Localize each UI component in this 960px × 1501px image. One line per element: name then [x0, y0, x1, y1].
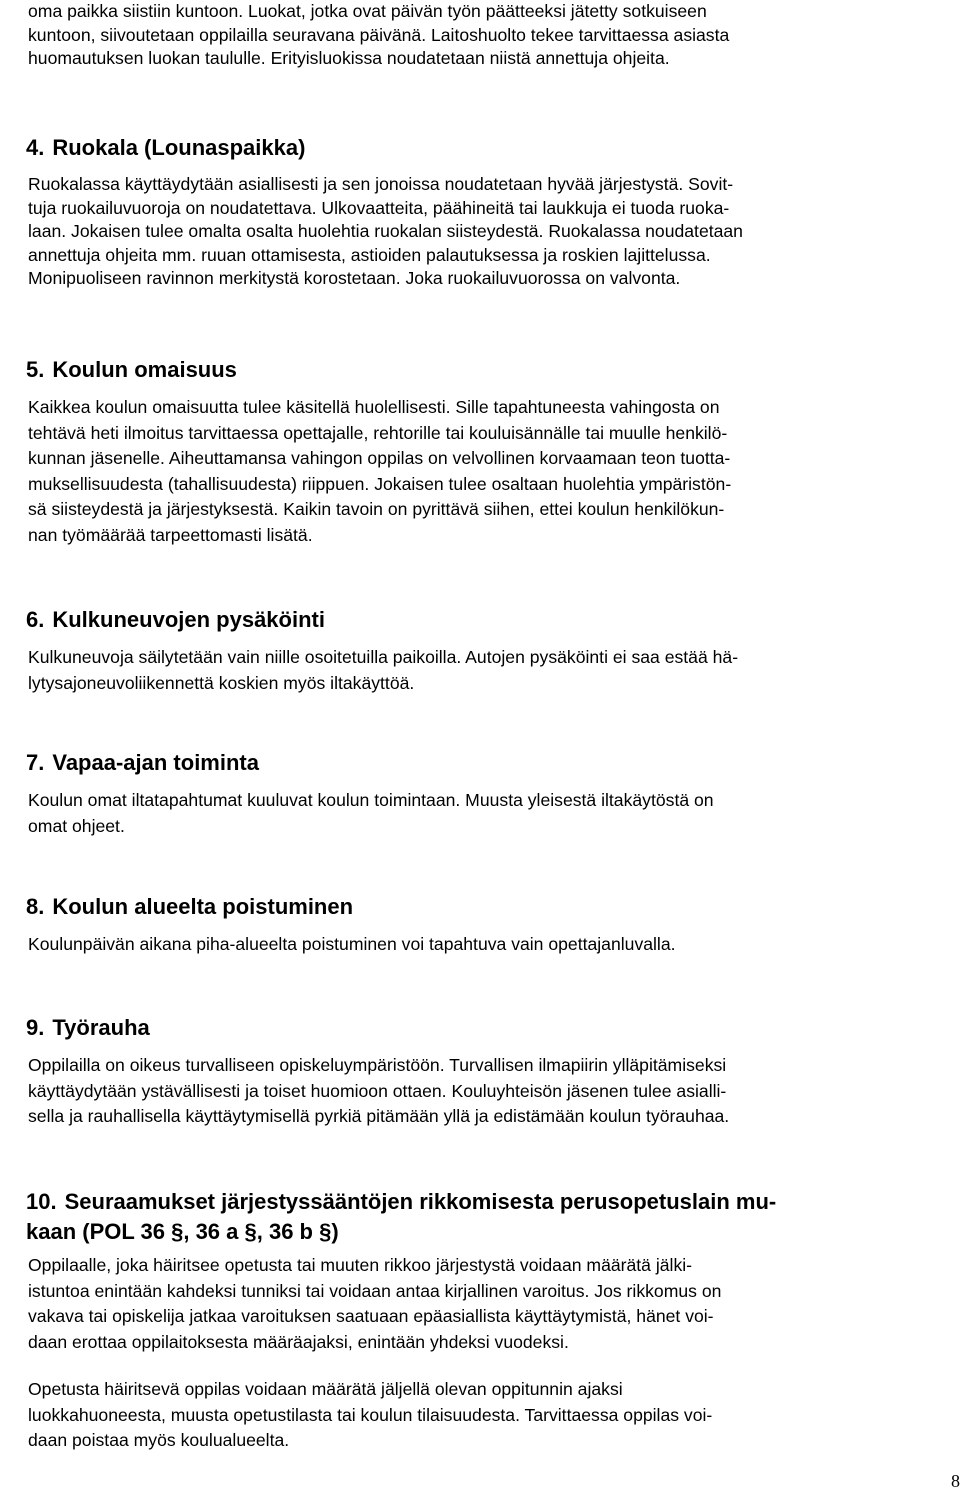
section-4: [28, 135, 958, 291]
section-paragraph: [28, 932, 958, 958]
intro-paragraph: [28, 0, 958, 71]
section-9: [28, 1015, 958, 1130]
section-paragraph: [28, 1053, 958, 1130]
section-paragraph: [28, 173, 958, 291]
page-number: 8: [951, 1471, 960, 1491]
section-6: [28, 607, 958, 696]
section-heading: [26, 1187, 960, 1247]
text-line: omat ohjeet.: [28, 815, 125, 836]
text-line: tehtävä heti ilmoitus tarvittaessa opettajalle, rehtorille tai kouluisännälle tai muulle henkilö-: [28, 422, 728, 443]
text-line: muksellisuudesta (tahallisuudesta) riippuen. Jokaisen tulee osaltaan huolehtia ympäristön-: [28, 473, 732, 494]
text-line: huomautuksen luokan taululle. Erityisluokissa noudatetaan niistä annettuja ohjeita.: [28, 48, 670, 68]
text-line: Opetusta häiritsevä oppilas voidaan määrätä jäljellä olevan oppitunnin ajaksi: [28, 1379, 623, 1399]
text-line: luokkahuoneesta, muusta opetustilasta tai koulun tilaisuudesta. Tarvittaessa oppilas voi-: [28, 1404, 713, 1425]
text-line: istuntoa enintään kahdeksi tunniksi tai voidaan antaa kirjallinen varoitus. Jos rikkomus on: [28, 1280, 722, 1301]
section-heading: 5. Koulun omaisuus: [26, 357, 237, 382]
section-7: [28, 750, 958, 839]
text-line: Koulunpäivän aikana piha-alueelta poistuminen voi tapahtuva vain opettajanluvalla.: [28, 934, 676, 954]
text-line: käyttäydytään ystävällisesti ja toiset huomioon ottaen. Kouluyhteisön jäsenen tulee asialli-: [28, 1080, 727, 1101]
text-line: nan työmäärää tarpeettomasti lisätä.: [28, 524, 313, 545]
section-heading: 8. Koulun alueelta poistuminen: [26, 894, 354, 919]
heading-line: kaan (POL 36 §, 36 a §, 36 b §): [26, 1219, 339, 1244]
text-line: Oppilaalle, joka häiritsee opetusta tai muuten rikkoo järjestystä voidaan määrätä jälki-: [28, 1255, 693, 1275]
text-line: oma paikka siistiin kuntoon. Luokat, jotka ovat päivän työn päätteeksi jätetty sotkuiseen: [28, 1, 707, 21]
text-line: annettuja ohjeita mm. ruuan ottamisesta, astioiden palautuksessa ja roskien lajittelussa.: [28, 244, 711, 265]
heading-line: 10. Seuraamukset järjestyssääntöjen rikkomisesta perusopetuslain mu-: [26, 1189, 777, 1214]
section-heading: 6. Kulkuneuvojen pysäköinti: [26, 607, 325, 632]
section-heading: 4. Ruokala (Lounaspaikka): [26, 135, 306, 160]
text-line: kunnan jäsenelle. Aiheuttamansa vahingon oppilas on velvollinen korvaamaan teon tuotta-: [28, 448, 731, 468]
section-heading: 7. Vapaa-ajan toiminta: [26, 750, 259, 775]
text-line: Ruokalassa käyttäydytään asiallisesti ja sen jonoissa noudatetaan hyvää järjestystä. Sovit-: [28, 174, 734, 194]
text-line: Monipuoliseen ravinnon merkitystä korostetaan. Joka ruokailuvuorossa on valvonta.: [28, 268, 681, 288]
section-heading: 9. Työrauha: [26, 1015, 150, 1040]
section-paragraph: [28, 1253, 960, 1355]
text-line: tuja ruokailuvuoroja on noudatettava. Ulkovaatteita, päähineitä tai laukkuja ei tuoda ruoka-: [28, 197, 730, 218]
text-line: laan. Jokaisen tulee omalta osalta huolehtia ruokalan siisteydestä. Ruokalassa noudatetaan: [28, 221, 743, 241]
section-paragraph: [28, 788, 958, 839]
text-line: Kaikkea koulun omaisuutta tulee käsitellä huolellisesti. Sille tapahtuneesta vahingosta on: [28, 397, 720, 417]
text-line: lytysajoneuvoliikennettä koskien myös iltakäyttöä.: [28, 672, 415, 693]
text-line: sella ja rauhallisella käyttäytymisellä pyrkiä pitämään yllä ja edistämään koulun työrauhaa.: [28, 1106, 730, 1126]
section-8: [28, 894, 958, 958]
text-line: vakava tai opiskelija jatkaa varoituksen saatuaan epäasiallista käyttäytymistä, hänet voi-: [28, 1306, 714, 1326]
section-paragraph: [28, 395, 958, 548]
text-line: Oppilailla on oikeus turvalliseen opiskeluympäristöön. Turvallisen ilmapiirin ylläpitämiseksi: [28, 1055, 727, 1075]
section-10: [28, 1187, 960, 1454]
text-line: Koulun omat iltatapahtumat kuuluvat koulun toimintaan. Muusta yleisestä iltakäytöstä on: [28, 790, 714, 810]
text-line: sä siisteydestä ja järjestyksestä. Kaikin tavoin on pyrittävä siihen, ettei koulun henkilökun-: [28, 499, 725, 519]
text-line: daan erottaa oppilaitoksesta määräajaksi, enintään yhdeksi vuodeksi.: [28, 1331, 569, 1352]
section-5: [28, 357, 958, 548]
text-line: Kulkuneuvoja säilytetään vain niille osoitetuilla paikoilla. Autojen pysäköinti ei saa estää hä-: [28, 647, 739, 667]
text-line: daan poistaa myös koulualueelta.: [28, 1430, 290, 1450]
section-paragraph: [28, 645, 958, 696]
text-line: kuntoon, siivoutetaan oppilailla seuravana päivänä. Laitoshuolto tekee tarvittaessa asiasta: [28, 24, 730, 45]
section-paragraph: [28, 1377, 960, 1454]
